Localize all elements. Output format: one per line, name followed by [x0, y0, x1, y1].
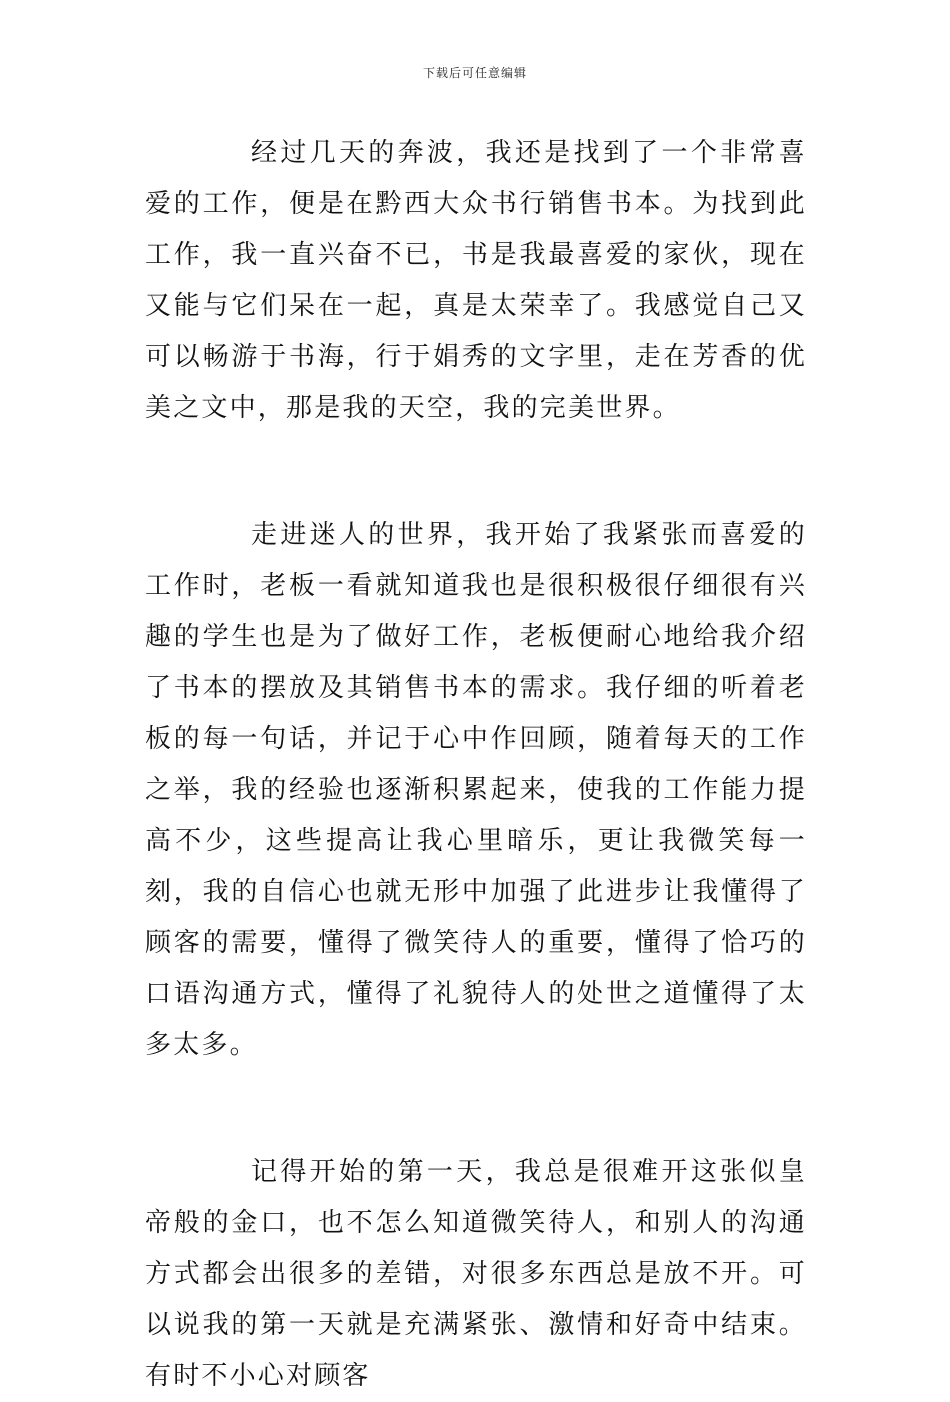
paragraph-spacer — [145, 1071, 807, 1147]
paragraph-3: 记得开始的第一天，我总是很难开这张似皇帝般的金口，也不怎么知道微笑待人，和别人的沟通方式都会出很多的差错，对很多东西总是放不开。可以说我的第一天就是充满紧张、激情和好奇中结束。有时不小心对顾客 — [145, 1157, 807, 1391]
body-text — [145, 128, 807, 1402]
paragraph-1: 经过几天的奔波，我还是找到了一个非常喜爱的工作，便是在黔西大众书行销售书本。为找到此工作，我一直兴奋不已，书是我最喜爱的家伙，现在又能与它们呆在一起，真是太荣幸了。我感觉自己又可以畅游于书海，行于娟秀的文字里，走在芳香的优美之文中，那是我的天空，我的完美世界。 — [145, 138, 807, 423]
paragraph-spacer — [145, 434, 807, 510]
header-note: 下载后可任意编辑 — [422, 66, 527, 80]
paragraph-2: 走进迷人的世界，我开始了我紧张而喜爱的工作时，老板一看就知道我也是很积极很仔细很有兴趣的学生也是为了做好工作，老板便耐心地给我介绍了书本的摆放及其销售书本的需求。我仔细的听着老板的每一句话，并记于心中作回顾，随着每天的工作之举，我的经验也逐渐积累起来，使我的工作能力提高不少，这些提高让我心里暗乐，更让我微笑每一刻，我的自信心也就无形中加强了此进步让我懂得了顾客的需要，懂得了微笑待人的重要，懂得了恰巧的口语沟通方式，懂得了礼貌待人的处世之道懂得了太多太多。 — [145, 520, 807, 1060]
